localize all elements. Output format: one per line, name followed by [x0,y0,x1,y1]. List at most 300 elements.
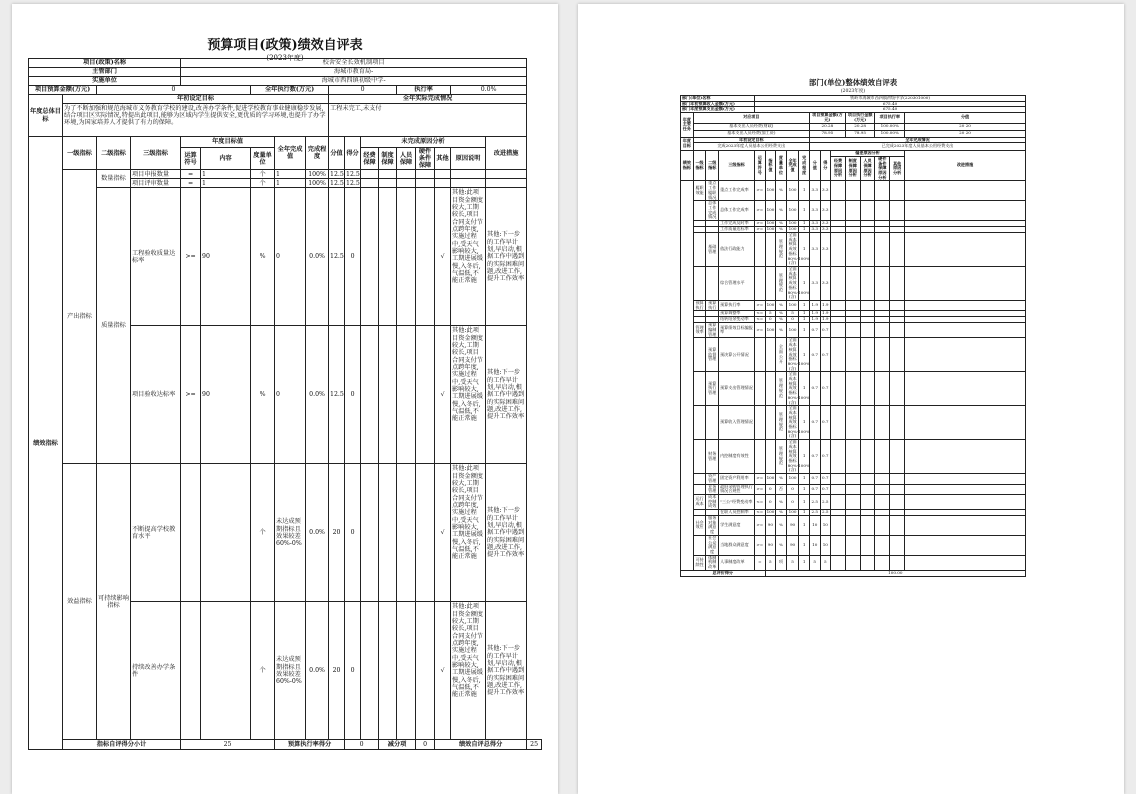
row-unit: 个 [251,602,275,740]
r-cell-op [755,440,766,474]
r-cell-l2: 重点工作履职情况 [706,181,719,201]
r-cell-reason [875,323,890,338]
r-cell-reason [845,233,860,267]
r-cell-reason [890,535,905,555]
right-page-year: (2023年度) [840,89,866,94]
r-cell-done: 全面成本核算成效指标80%-100%(含) [787,371,810,405]
r-cell-done: 全面成本核算成效指标80%-100%(含) [787,405,810,439]
r-cell-done: 5 [786,555,799,570]
r-cell-reason [875,555,890,570]
r-cell-reason [890,233,905,267]
row-op [181,602,201,740]
row-unit: % [251,326,275,464]
r-cell-l1 [693,440,706,474]
row-r2 [379,188,397,326]
r-perf-row [681,338,1026,372]
row-r3 [397,602,416,740]
r-cell-op: >= [756,220,764,226]
row-mark: √ [435,326,451,464]
r-cell-val: 3.3 [809,221,820,227]
r-cell-unit: % [776,494,787,509]
exec-label: 全年执行数(万元) [251,86,329,95]
r-mt-rate-header: 项目执行率 [875,113,905,123]
r-cell-l3: 综合管理水平 [719,266,755,300]
r-cell-op: >= [756,226,764,232]
self-score-value: 25 [181,740,275,750]
r-cell-target: 90 [765,516,776,536]
row-r4 [416,179,435,188]
r-cell-deg: 1 [799,535,810,555]
r-cell-op [755,372,766,406]
r-cell-op: <= [756,310,764,316]
row-r1 [361,179,379,188]
left-page-year: (2023年度) [266,54,304,62]
r-cell-done: 0 [786,494,799,509]
r-cell-reason [890,338,905,372]
r-name-value: 铁岭市海城市西四镇初级中学(220301000) [755,96,1026,102]
r-cell-fix [905,300,1026,310]
r-cell-l3: 结转结余变动率 [719,317,755,323]
r-h-val: 分值 [809,151,820,181]
r-perf-body [681,151,1026,571]
header-r3: 人员保障 [397,148,416,170]
r-perf-row [681,201,1026,221]
r-cell-l1: 履职效能 [693,181,706,201]
r-cell-reason [875,338,890,372]
r-cell-fix [905,494,1026,509]
r-mt-exec: 20.28 [845,123,875,130]
r-cell-score: 5 [820,555,831,570]
r-cell-unit: 管理规范 [776,440,787,474]
r-cell-reason [875,181,890,201]
r-cell-deg: 1 [799,372,810,406]
row-degree: 0.0% [306,188,329,326]
r-cell-fix [905,201,1026,221]
r-cell-reason [890,516,905,536]
r-total-label: 总评价得分 [681,570,766,576]
r-cell-reason [875,535,890,555]
r-mt-budget: 20.28 [809,123,845,130]
r-cell-reason [845,535,860,555]
r-cell-target: 100 [766,220,775,226]
row-r1 [361,188,379,326]
r-cell-deg: 1 [799,484,810,494]
row-mark [435,170,451,179]
r-cell-reason [831,535,846,555]
r-perf-row [681,266,1026,300]
r-cell-deg: 1 [799,494,810,509]
r-perf-row [681,516,1026,536]
r-cell-reason [845,201,860,221]
r-cell-unit: 管理规范 [776,233,787,267]
total-score-label: 绩效自评总得分 [435,740,527,750]
r-cell-unit: 否 [776,484,787,494]
r-cell-score: 0.7 [820,372,831,406]
row-content [201,602,251,740]
r-cell-reason [831,484,846,494]
r-cell-deg: 1 [799,510,810,516]
r-cell-val: 3.3 [809,266,820,300]
r-h-r5: 其他原因分析 [890,156,905,181]
row-content: 90 [201,326,251,464]
r-cell-fix [905,535,1026,555]
header-l2: 二级指标 [97,137,131,170]
row-degree: 100% [306,170,329,179]
r-cell-unit: % [776,510,787,516]
r-cell-score: 3.3 [820,201,831,221]
r-perf-label: 绩效指标 [681,151,694,181]
r-cell-done: 100 [786,181,799,201]
r-cell-op: >= [755,474,766,484]
r-cell-score: 3.3 [820,266,831,300]
r-mt-item-header: 对应项目 [693,113,809,123]
row-score: 0 [345,464,361,602]
r-cell-val: 2.5 [809,494,820,509]
actual-goal-text: 工程未完工,未支付 [329,104,527,137]
r-cell-reason [890,406,905,440]
row-r4 [416,326,435,464]
row-unit: % [251,188,275,326]
row-done: 1 [275,179,306,188]
row-done: 0 [275,188,306,326]
l2-quantity: 数量指标 [97,170,131,188]
r-cell-unit: % [776,227,787,233]
actual-goal-header: 全年实际完成情况 [329,95,527,104]
r-cell-score: 3.3 [820,181,831,201]
r-cell-reason [860,474,875,484]
row-content: 90 [201,188,251,326]
r-mt-score: 20 [965,130,971,136]
r-cell-l2: 预算执行管理 [706,372,719,406]
row-r2 [379,170,397,179]
r-cell-l3: 预算支出管理情况 [719,372,755,406]
row-score: 0 [345,326,361,464]
row-op: = [181,170,201,179]
r-cell-fix [905,406,1026,440]
r-cell-fix [905,372,1026,406]
r-cell-op: >= [755,516,766,536]
header-unit: 度量单位 [251,148,275,170]
r-cell-deg: 1 [799,406,810,440]
row-op: >= [181,326,201,464]
row-r1 [361,170,379,179]
r-cell-fix [905,484,1026,494]
r-mt-val [905,130,1026,137]
r-cell-target: 100 [765,323,776,338]
r-cell-l1 [693,484,706,494]
r-h-r4: 硬件条件保障原因分析 [875,156,890,181]
r-cell-reason [875,372,890,406]
r-cell-unit: % [776,535,787,555]
r-goal-actual-header: 全年完成情况 [809,137,1025,143]
r-cell-l2 [706,266,719,300]
r-perf-row [681,484,1026,494]
r-cell-deg: 1 [799,201,810,221]
row-content [201,464,251,602]
initial-goal-header: 年初设定目标 [63,95,329,104]
r-cell-reason [831,181,846,201]
r-cell-val: 2.5 [809,510,820,516]
project-name-label: 项目(政策)名称 [29,59,181,68]
row-reason [451,170,486,179]
row-unit: 个 [251,170,275,179]
r-cell-unit: % [776,311,787,317]
r-cell-score: 0.7 [820,474,831,484]
r-h-fix: 改进措施 [905,151,1026,181]
r-cell-deg: 1 [799,338,810,372]
r-mt-budget-header: 项目预算金额(万元) [809,113,845,123]
r-cell-reason [845,440,860,474]
r-cell-val: 0.7 [809,372,820,406]
row-val: 12.5 [329,326,345,464]
header-reason-group: 未完成原因分析 [361,137,486,148]
r-cell-unit: % [776,300,787,310]
header-l3: 三级指标 [131,137,181,170]
r-cell-reason [860,300,875,310]
r-cell-reason [831,233,846,267]
r-cell-l1 [693,372,706,406]
row-name: 项目评审数量 [131,179,181,188]
r-cell-done: 100 [786,227,799,233]
r-cell-done: 100 [786,510,799,516]
r-cell-reason [845,181,860,201]
r-cell-deg: 1 [799,474,810,484]
r-cell-l1 [693,266,706,300]
row-degree: 0.0% [306,602,329,740]
header-r1: 经费保障 [361,148,379,170]
r-h-l2: 二级指标 [706,151,719,181]
r-h-r1: 经费保障原因分析 [831,156,846,181]
r-h-r2: 制度保障原因分析 [845,156,860,181]
r-cell-reason [845,323,860,338]
row-fix [486,170,527,179]
r-cell-l1: 管理效率 [693,323,706,338]
row-op: >= [181,188,201,326]
right-title-block [678,77,1028,94]
r-cell-score: 2.5 [820,494,831,509]
r-cell-op [755,266,766,300]
r-cell-target: 0 [765,317,776,323]
minus-label: 减分项 [379,740,416,750]
r-cell-score: 1.9 [820,311,831,317]
r-cell-done: 100 [786,323,799,338]
r-cell-val: 3.3 [809,233,820,267]
row-r3 [397,170,416,179]
row-done: 1 [275,170,306,179]
left-page-title: 预算项目(政策)绩效自评表 [207,38,363,53]
r-cell-reason [845,555,860,570]
r-cell-score: 0.7 [820,338,831,372]
r-h-done: 全年完成值 [786,151,799,181]
r-mt-rate: 100.00% [875,123,905,130]
budget-score-value: 0 [345,740,379,750]
r-cell-fix [905,440,1026,474]
header-r2: 制度保障 [379,148,397,170]
row-val: 12.5 [330,170,344,178]
l1-output: 产出指标 [63,170,97,464]
row-fix [486,179,527,188]
r-cell-target [765,406,776,440]
r-cell-l2: 社会公众满意度 [706,535,719,555]
row-degree: 0.0% [306,326,329,464]
r-perf-row [681,440,1026,474]
row-name: 项目验收达标率 [131,326,181,464]
r-mt-score: 20 [965,123,971,129]
r-exec-label: 部门年度预算支出金额(万元) [681,107,755,113]
left-document-page [12,4,558,794]
r-cell-reason [860,372,875,406]
r-cell-deg: 1 [799,181,810,201]
r-cell-target [765,372,776,406]
row-unit: 个 [251,179,275,188]
header-r6: 原因说明 [451,148,486,170]
r-cell-reason [860,555,875,570]
row-reason: 其他:此项目资金额度较大,工期较长,项目合同支付节点跨年度,实施过程中,受天气影响较大,工期进展缓慢,入冬后,气温低,不能正常施 [451,326,486,464]
r-mt-budget: 78.95 [809,130,845,137]
unit-label: 实施单位 [29,77,181,86]
r-cell-reason [860,323,875,338]
r-cell-fix [905,555,1026,570]
initial-goal-text: 为了不断加强和规范海城市义务教育学校的建设,改善办学条件,促进学校教育事业健康稳步发展,结合项目区实际情况,特提出此项目,能够为区域内学生提供安全,更优质的学习环境,也提升了办学环境,为国家培养人才提供了有力的保障。 [63,104,329,137]
r-goal-label: 年度目标 [681,137,694,151]
r-cell-reason [875,494,890,509]
header-score-val: 分值 [329,137,345,170]
row-r4 [416,170,435,179]
r-mt-exec: 78.95 [845,130,875,137]
row-r3 [397,326,416,464]
unit-value: 海城市西四镇初级中学- [181,77,527,86]
r-cell-fix [905,181,1026,201]
row-r4 [416,464,435,602]
r-cell-reason [831,516,846,536]
row-score: 12.5 [346,170,360,178]
row-r4 [416,188,435,326]
row-r1 [361,464,379,602]
left-self-eval-table [28,58,542,750]
r-cell-fix [905,338,1026,372]
r-cell-l3: 预决算公开情况 [719,338,755,372]
r-cell-reason [845,300,860,310]
r-cell-l1 [693,338,706,372]
r-mt-val-header: 分值 [905,113,1026,123]
perf-indicator-label: 绩效指标 [29,137,63,750]
r-cell-target: 100 [765,300,776,310]
r-cell-reason [845,474,860,484]
r-cell-reason [845,372,860,406]
r-cell-reason [875,484,890,494]
header-op: 运算符号 [181,148,201,170]
r-cell-fix [905,474,1026,484]
r-cell-l3: 预算调整率 [719,311,755,317]
row-op [181,464,201,602]
r-cell-reason [845,266,860,300]
r-cell-unit: % [776,201,787,221]
r-cell-reason [875,266,890,300]
r-cell-score: 0.7 [820,323,831,338]
r-cell-deg: 1 [799,221,810,227]
r-cell-deg: 1 [799,317,810,323]
r-cell-reason [860,484,875,494]
r-h-target: 指标值 [765,151,776,181]
r-cell-done: 100 [786,221,799,227]
r-cell-fix [905,233,1026,267]
r-cell-reason [875,201,890,221]
r-cell-fix [905,323,1026,338]
row-fix: 其他:下一步的工作早计划,早启动,根据工作中遇到的实际困难问题,改进工作,提升工作效率 [486,188,527,326]
r-cell-done: 全面成本核算成效指标80%-100%(含) [787,337,810,371]
r-cell-done: 100 [786,201,799,221]
r-cell-reason [875,440,890,474]
r-cell-target: 100 [765,201,776,221]
r-cell-l3: 预算绩效目标编报率 [719,323,755,338]
header-target: 年度目标值 [181,137,275,148]
r-cell-l2: 体制机制改革 [706,555,719,570]
r-cell-reason [890,300,905,310]
r-cell-l3: 内控制度有效性 [719,440,755,474]
row-val: 20 [329,602,345,740]
rate-label: 执行率 [397,86,451,95]
header-done: 全年完成值 [275,137,306,170]
r-cell-reason [860,266,875,300]
r-cell-l1: 可持续性 [693,555,706,570]
r-cell-val: 1.9 [809,300,820,310]
r-cell-reason [890,372,905,406]
r-cell-reason [860,406,875,440]
r-cell-op: = [755,555,766,570]
r-cell-val: 1.9 [809,317,820,323]
row-op: = [181,179,201,188]
r-cell-done: 0 [786,484,799,494]
r-cell-target [765,266,776,300]
r-cell-reason [890,474,905,484]
r-cell-score: 1.9 [820,317,831,323]
budget-label: 项目预算金额(万元) [29,86,97,95]
r-cell-score: 0.7 [820,406,831,440]
r-cell-reason [831,338,846,372]
r-goal-actual-text: 已完成2023年度人员基本公用经费支出 [809,143,1025,151]
r-cell-done: 100 [786,300,799,310]
r-cell-unit: % [776,221,787,227]
r-cell-l3: 在职人员控制率 [719,510,755,516]
header-l1: 一级指标 [63,137,97,170]
r-cell-reason [875,300,890,310]
r-cell-target [765,440,776,474]
r-cell-l1 [693,535,706,555]
r-cell-reason [890,440,905,474]
r-cell-reason [831,474,846,484]
r-h-l3: 三级指标 [719,151,755,181]
row-done: 0 [275,326,306,464]
row-name: 项目申报数量 [131,170,181,179]
r-cell-target: 0 [765,484,776,494]
r-cell-reason [831,300,846,310]
r-cell-val: 0.7 [809,406,820,440]
r-cell-done: 5 [786,311,799,317]
r-cell-op: >= [755,323,766,338]
budget-score-label: 预算执行率得分 [275,740,345,750]
r-cell-reason [860,338,875,372]
row-r2 [379,179,397,188]
r-cell-l1: 运行成本 [693,494,706,509]
r-cell-op: <= [756,316,764,322]
header-r5: 其他 [435,148,451,170]
l2-quality: 质量指标 [97,188,131,464]
row-reason: 其他:此项目资金额度较大,工期较长,项目合同支付节点跨年度,实施过程中,受天气影响较大,工期进展缓慢,入冬后,气温低,不能正常施 [451,464,486,602]
r-cell-score: 3.3 [820,227,831,233]
r-cell-reason [845,494,860,509]
r-cell-deg: 1 [799,555,810,570]
r-perf-row [681,323,1026,338]
